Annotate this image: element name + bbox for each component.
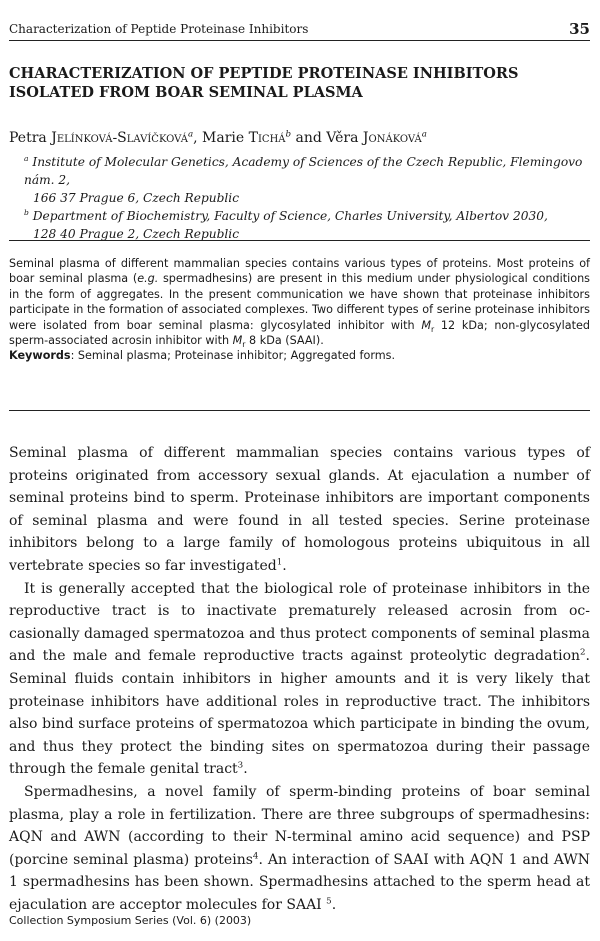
affiliation-b-mark: b: [24, 207, 29, 217]
affiliations: [24, 153, 594, 243]
body-paragraph-1-end: .: [282, 557, 287, 574]
abstract-top-rule: [9, 240, 590, 241]
reference-mark: 4: [252, 851, 259, 862]
affiliation-a-mark: a: [24, 153, 29, 163]
molecular-weight-symbol: M: [421, 318, 431, 332]
body-paragraph-2-text-b: . Seminal fluids contain inhibitors in higher amounts and it is very likely that proteinase inhibitors have additional roles in reproductive tract. The inhibitors also bind surface proteins of spermatozoa which participate in binding the ovum, and thus they protect the binding sites on spermatozoa during their passage through the female genital tract: [9, 648, 590, 778]
affiliation-a-line-1: Institute of Molecular Genetics, Academy of Sciences of the Czech Republic, Flemingovo nám. 2,: [24, 155, 583, 187]
molecular-weight-symbol: M: [232, 334, 243, 348]
abstract-paragraph: [9, 256, 590, 348]
body-paragraph-3: [9, 781, 590, 917]
abstract-text-3: 12 kDa; non-glycosylated sperm-associated acrosin inhibitor with: [9, 318, 590, 348]
author-1-family: Jelínková-Slavíčková: [51, 130, 188, 146]
abstract: [9, 256, 590, 364]
body-paragraph-2-text-a: It is generally accepted that the biological role of proteinase inhibitors in the reproductive tract is to inactivate prematurely released acrosin from occasionally damaged spermatozoa and thus protect components of seminal plasma and the male and female reproductive tracts against proteolytic degradation: [9, 580, 590, 665]
reference-mark: 2: [580, 647, 586, 658]
keywords: [9, 348, 590, 363]
title-line-1: CHARACTERIZATION OF PEPTIDE PROTEINASE INHIBITORS: [9, 65, 519, 82]
body-paragraph-1: [9, 442, 590, 578]
molecular-weight-subscript: r: [430, 324, 435, 334]
affiliation-b-line-1: Department of Biochemistry, Faculty of Science, Charles University, Albertov 2030,: [32, 209, 548, 223]
affiliation-a: [24, 153, 594, 189]
author-separator-1: , Marie: [193, 130, 249, 146]
keywords-text: : Seminal plasma; Proteinase inhibitor; Aggregated forms.: [70, 349, 396, 363]
body-text: [9, 442, 590, 916]
article-title: [9, 64, 569, 102]
molecular-weight-subscript: r: [242, 340, 246, 350]
reference-mark: 5: [326, 896, 332, 907]
author-list: [9, 130, 427, 146]
author-1-given: Petra: [9, 130, 52, 146]
keywords-label: Keywords: [9, 349, 71, 363]
body-paragraph-2: [9, 578, 590, 781]
body-paragraph-3-text-b: . An interaction of SAAI with AQN 1 and AWN 1 spermadhesins has been shown. Spermadhesins attached to the sperm head at ejaculation are acceptor molecules for SAAI: [9, 851, 590, 913]
running-header: [9, 18, 590, 41]
abstract-text-4: 8 kDa (SAAI).: [245, 334, 324, 348]
author-3-family: Jonáková: [362, 130, 422, 146]
abstract-eg: e.g.: [137, 272, 159, 286]
affiliation-b-line-2: 128 40 Prague 2, Czech Republic: [33, 227, 240, 241]
affiliation-a-line-2: 166 37 Prague 6, Czech Republic: [33, 191, 240, 205]
reference-mark: 1: [276, 557, 283, 568]
reference-mark: 3: [237, 760, 244, 771]
author-1-affil-mark: a: [187, 129, 194, 140]
abstract-text-1: Seminal plasma of different mammalian species contains various types of proteins. Most proteins of boar seminal plasma (: [9, 257, 590, 286]
author-3-affil-mark: a: [421, 129, 427, 140]
abstract-bottom-rule: [9, 410, 590, 411]
body-paragraph-3-end: .: [331, 896, 337, 913]
running-title: Characterization of Peptide Proteinase Inhibitors: [9, 22, 309, 36]
affiliation-b: [24, 207, 594, 225]
title-line-2: ISOLATED FROM BOAR SEMINAL PLASMA: [9, 84, 363, 101]
page-number: 35: [569, 20, 590, 38]
author-2-affil-mark: b: [285, 129, 292, 140]
abstract-text-2: spermadhesins) are present in this medium under physiological conditions in the form of aggregates. In the present communication we have shown that proteinase inhibitors participate in the formation of associated complexes. Two different types of serine proteinase inhibitors were isolated from boar seminal plasma: glycosylated inhibitor with: [9, 272, 591, 332]
author-2-family: Tichá: [248, 130, 286, 146]
body-paragraph-2-end: .: [243, 761, 248, 778]
page-footer: Collection Symposium Series (Vol. 6) (2003): [9, 914, 252, 927]
body-paragraph-3-text-a: Spermadhesins, a novel family of sperm-binding proteins of boar seminal plasma, play a role in fertilization. There are three subgroups of spermadhesins: AQN and AWN (according to their N-terminal amino acid sequence) and PSP (porcine seminal plasma) proteins: [9, 783, 590, 868]
author-separator-2: and Věra: [291, 130, 363, 146]
body-paragraph-1-text: Seminal plasma of different mammalian species contains various types of proteins originated from accessory sexual glands. At ejaculation a number of seminal proteins bind to sperm. Proteinase inhibitors are important components of seminal plasma and were found in all tested species. Serine proteinase inhibitors belong to a large family of homologous proteins ubiquitous in all vertebrate species so far investigated: [9, 445, 590, 574]
